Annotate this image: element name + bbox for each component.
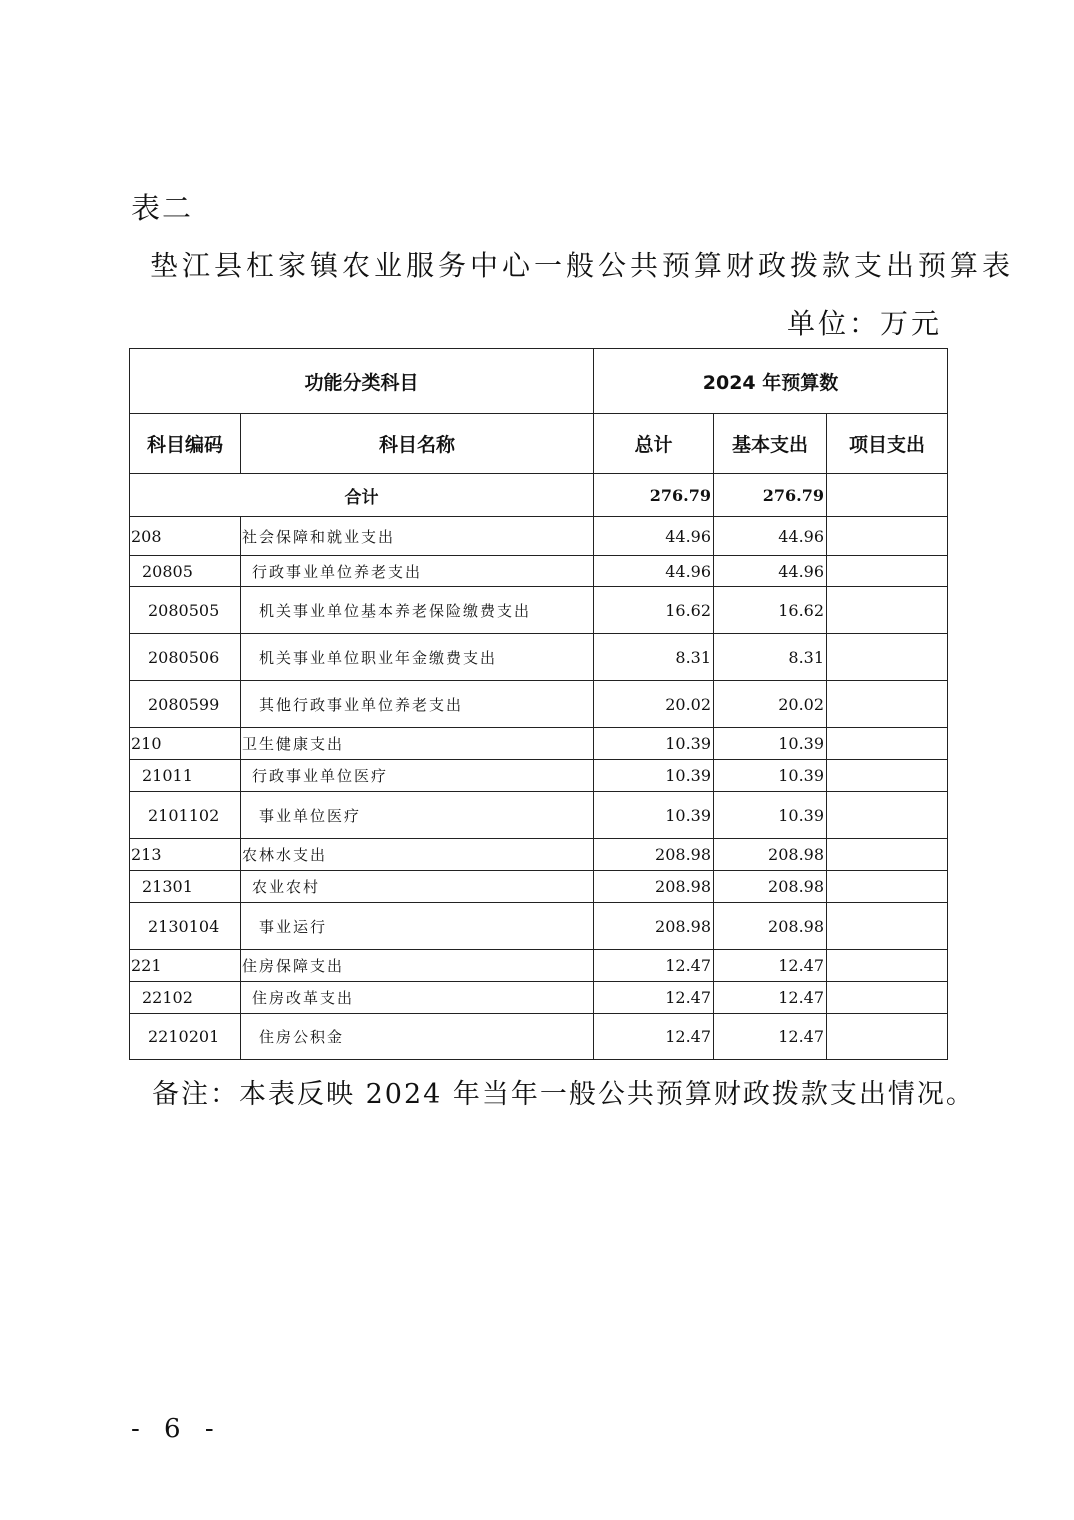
table-row <box>130 728 948 760</box>
code-cell: 21301 <box>130 871 241 903</box>
project-cell <box>827 792 948 839</box>
basic-cell: 20.02 <box>714 681 827 728</box>
project-cell <box>827 634 948 681</box>
project-cell <box>827 517 948 556</box>
table-label: 表二 <box>131 191 194 225</box>
name-cell: 住房公积金 <box>241 1014 594 1060</box>
header-budget-year: 2024 年预算数 <box>594 349 948 414</box>
code-cell: 208 <box>130 517 241 556</box>
name-cell: 机关事业单位基本养老保险缴费支出 <box>241 587 594 634</box>
name-cell: 行政事业单位养老支出 <box>241 556 594 587</box>
name-cell: 事业运行 <box>241 903 594 950</box>
total-label: 合计 <box>130 474 594 517</box>
table-row <box>130 903 948 950</box>
total-project-cell <box>827 474 948 517</box>
total-cell: 208.98 <box>594 903 714 950</box>
table-row <box>130 950 948 982</box>
basic-cell: 44.96 <box>714 517 827 556</box>
table-row <box>130 871 948 903</box>
basic-cell: 10.39 <box>714 792 827 839</box>
total-cell: 20.02 <box>594 681 714 728</box>
table-row <box>130 1014 948 1060</box>
project-cell <box>827 556 948 587</box>
basic-cell: 44.96 <box>714 556 827 587</box>
basic-cell: 12.47 <box>714 982 827 1014</box>
header-function-category: 功能分类科目 <box>130 349 594 414</box>
table-row <box>130 681 948 728</box>
code-cell: 2080505 <box>130 587 241 634</box>
group-header-row <box>130 349 948 414</box>
basic-cell: 12.47 <box>714 1014 827 1060</box>
total-cell: 208.98 <box>594 871 714 903</box>
total-cell: 12.47 <box>594 950 714 982</box>
code-cell: 2210201 <box>130 1014 241 1060</box>
unit-label: 单位：万元 <box>786 307 942 340</box>
code-cell: 2130104 <box>130 903 241 950</box>
name-cell: 农林水支出 <box>241 839 594 871</box>
column-header-row <box>130 414 948 474</box>
page-number: - 6 - <box>131 1414 222 1444</box>
name-cell: 其他行政事业单位养老支出 <box>241 681 594 728</box>
name-cell: 社会保障和就业支出 <box>241 517 594 556</box>
code-cell: 213 <box>130 839 241 871</box>
code-cell: 2080506 <box>130 634 241 681</box>
name-cell: 住房保障支出 <box>241 950 594 982</box>
project-cell <box>827 903 948 950</box>
project-cell <box>827 1014 948 1060</box>
code-cell: 221 <box>130 950 241 982</box>
total-cell: 44.96 <box>594 517 714 556</box>
name-cell: 卫生健康支出 <box>241 728 594 760</box>
basic-cell: 8.31 <box>714 634 827 681</box>
code-cell: 20805 <box>130 556 241 587</box>
budget-table <box>129 348 948 1060</box>
basic-cell: 208.98 <box>714 871 827 903</box>
header-name: 科目名称 <box>241 414 594 474</box>
project-cell <box>827 982 948 1014</box>
total-cell: 44.96 <box>594 556 714 587</box>
total-basic-cell: 276.79 <box>714 474 827 517</box>
total-cell: 16.62 <box>594 587 714 634</box>
basic-cell: 208.98 <box>714 839 827 871</box>
total-row <box>130 474 948 517</box>
name-cell: 农业农村 <box>241 871 594 903</box>
project-cell <box>827 587 948 634</box>
table-row <box>130 587 948 634</box>
total-cell: 12.47 <box>594 982 714 1014</box>
name-cell: 机关事业单位职业年金缴费支出 <box>241 634 594 681</box>
project-cell <box>827 728 948 760</box>
basic-cell: 10.39 <box>714 728 827 760</box>
name-cell: 住房改革支出 <box>241 982 594 1014</box>
table-row <box>130 760 948 792</box>
basic-cell: 208.98 <box>714 903 827 950</box>
total-total-cell: 276.79 <box>594 474 714 517</box>
name-cell: 行政事业单位医疗 <box>241 760 594 792</box>
project-cell <box>827 871 948 903</box>
code-cell: 21011 <box>130 760 241 792</box>
total-cell: 10.39 <box>594 728 714 760</box>
total-cell: 8.31 <box>594 634 714 681</box>
basic-cell: 12.47 <box>714 950 827 982</box>
code-cell: 2101102 <box>130 792 241 839</box>
table-row <box>130 792 948 839</box>
total-cell: 10.39 <box>594 760 714 792</box>
code-cell: 210 <box>130 728 241 760</box>
header-total: 总计 <box>594 414 714 474</box>
total-cell: 10.39 <box>594 792 714 839</box>
project-cell <box>827 681 948 728</box>
project-cell <box>827 760 948 792</box>
table-row <box>130 556 948 587</box>
total-cell: 208.98 <box>594 839 714 871</box>
total-cell: 12.47 <box>594 1014 714 1060</box>
table-row <box>130 982 948 1014</box>
table-row <box>130 634 948 681</box>
project-cell <box>827 950 948 982</box>
basic-cell: 10.39 <box>714 760 827 792</box>
footnote: 备注：本表反映 2024 年当年一般公共预算财政拨款支出情况。 <box>152 1079 975 1110</box>
basic-cell: 16.62 <box>714 587 827 634</box>
page-title: 垫江县杠家镇农业服务中心一般公共预算财政拨款支出预算表 <box>150 249 1015 282</box>
header-code: 科目编码 <box>130 414 241 474</box>
project-cell <box>827 839 948 871</box>
code-cell: 22102 <box>130 982 241 1014</box>
table-row <box>130 517 948 556</box>
code-cell: 2080599 <box>130 681 241 728</box>
header-basic: 基本支出 <box>714 414 827 474</box>
name-cell: 事业单位医疗 <box>241 792 594 839</box>
header-project: 项目支出 <box>827 414 948 474</box>
table-row <box>130 839 948 871</box>
